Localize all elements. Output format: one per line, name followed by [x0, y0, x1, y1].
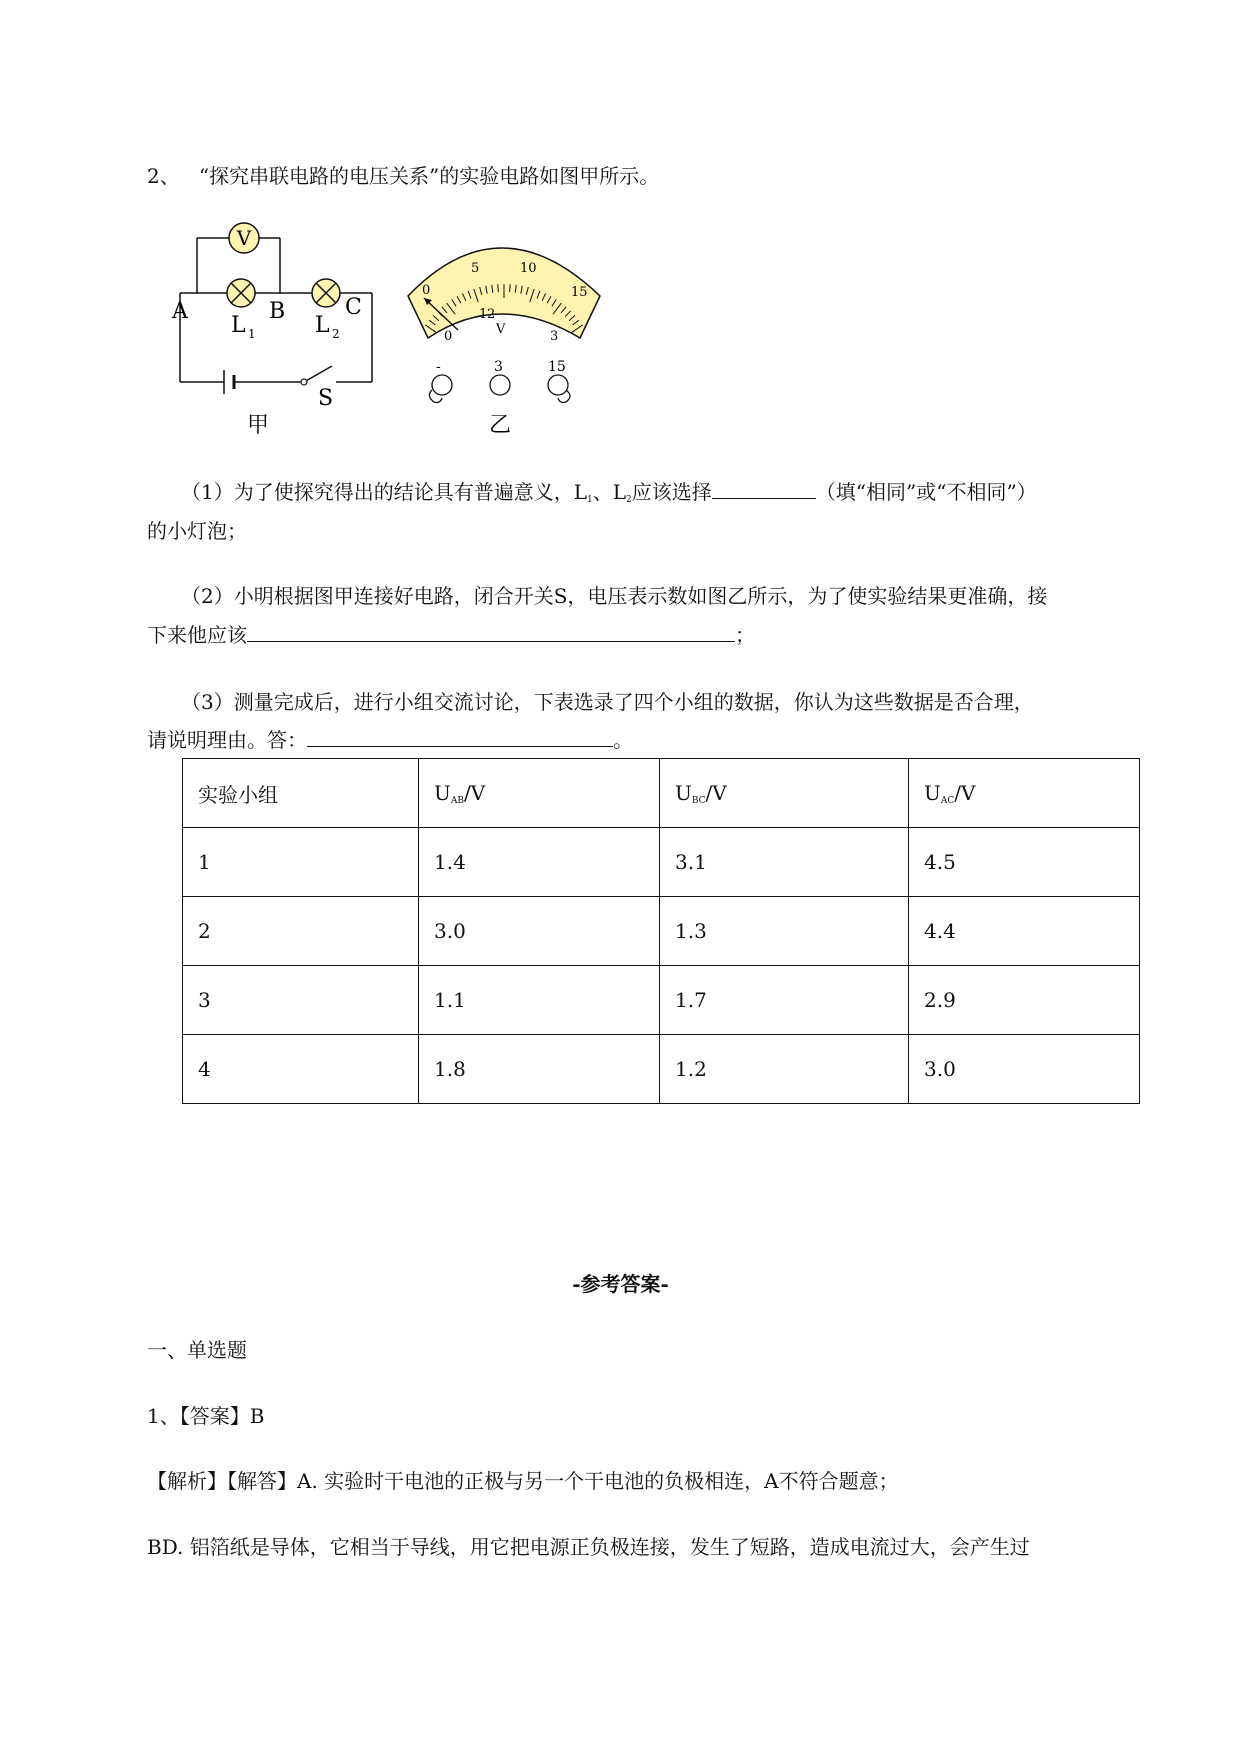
lower-scale-3: 3 [550, 329, 559, 344]
part3-line2 [147, 724, 633, 753]
table-row [183, 1035, 1140, 1104]
part3-answer-blank[interactable] [307, 728, 613, 747]
voltmeter-dial-yi [400, 230, 620, 440]
part1-prefix: （1）为了使探究得出的结论具有普遍意义，L [181, 480, 588, 504]
part2-answer-blank[interactable] [247, 623, 735, 642]
part2-line1: （2）小明根据图甲连接好电路，闭合开关S，电压表示数如图乙所示，为了使实验结果更准确，接 [181, 584, 1048, 608]
terminal-minus-label: - [436, 359, 441, 375]
circuit-diagram-jia [170, 210, 390, 440]
header-ubc: $U_{BC}/V$ [660, 759, 909, 828]
header-group: 实验小组 [183, 759, 419, 828]
table-cell: 1 [183, 828, 419, 897]
lamp-l1-icon [227, 279, 255, 307]
part3-prefix: 请说明理由。答： [147, 728, 307, 752]
lower-scale-2: 2 [487, 307, 496, 322]
lamp1-label: L [231, 313, 246, 338]
part1-hint: （填“相同”或“不相同”） [815, 480, 1037, 504]
question-stem [147, 160, 659, 189]
question-text: “探究串联电路的电压关系”的实验电路如图甲所示。 [198, 164, 660, 188]
part1-line1 [181, 476, 1037, 505]
point-c-label: C [345, 295, 362, 320]
lamp-l2-icon [312, 279, 340, 307]
point-b-label: B [269, 299, 286, 324]
question-number: 2、 [147, 164, 180, 188]
part1-sub2: 2 [626, 495, 632, 505]
lamp2-label: L [315, 313, 330, 338]
data-table [182, 758, 1140, 1104]
terminal-minus-icon [432, 375, 452, 395]
table-cell: 2 [183, 897, 419, 966]
figure-jia-caption: 甲 [246, 413, 270, 438]
upper-scale-10: 10 [520, 261, 537, 276]
upper-scale-5: 5 [471, 261, 480, 276]
table-row [183, 828, 1140, 897]
lower-scale-0: 0 [444, 329, 453, 344]
table-cell: 1.2 [660, 1035, 909, 1104]
table-cell: 3 [183, 966, 419, 1035]
upper-scale-15: 15 [571, 285, 588, 300]
part2-prefix: 下来他应该 [147, 623, 247, 647]
table-cell: 3.0 [909, 1035, 1140, 1104]
figure-yi-caption: 乙 [488, 413, 512, 438]
table-cell: 1.7 [660, 966, 909, 1035]
part1-sub1: 1 [587, 495, 593, 505]
table-cell: 1.1 [419, 966, 660, 1035]
table-cell: 1.3 [660, 897, 909, 966]
section-heading: 一、单选题 [147, 1338, 247, 1362]
header-uab: $U_{AB}/V$ [419, 759, 660, 828]
part1-line2: 的小灯泡； [147, 519, 247, 543]
table-cell: 1.4 [419, 828, 660, 897]
header-uac: $U_{AC}/V$ [909, 759, 1140, 828]
terminal-3-icon [490, 375, 510, 395]
answers-title: -参考答案- [572, 1272, 669, 1296]
dial-tick [498, 284, 499, 292]
answer-analysis: 【解析】【解答】A. 实验时干电池的正极与另一个干电池的负极相连，A不符合题意； [147, 1469, 899, 1493]
terminal-15-label: 15 [548, 359, 566, 375]
part1-after: 应该选择 [631, 480, 712, 504]
switch-icon [301, 379, 307, 385]
table-cell: 3.1 [660, 828, 909, 897]
part2-line2 [147, 619, 755, 648]
dial-tick [510, 284, 511, 292]
upper-scale-0: 0 [422, 283, 431, 298]
table-row [183, 966, 1140, 1035]
lower-scale-1: 1 [479, 307, 488, 322]
table-cell: 4 [183, 1035, 419, 1104]
terminal-3-label: 3 [494, 359, 503, 375]
part2-suffix: ； [735, 623, 755, 647]
part3-suffix: 。 [613, 728, 633, 752]
table-cell: 4.4 [909, 897, 1140, 966]
lamp1-subscript: 1 [248, 327, 256, 341]
terminal-15-icon [548, 375, 568, 395]
dial-unit: V [496, 322, 506, 337]
answer-bd: BD. 铝箔纸是导体，它相当于导线，用它把电源正负极连接，发生了短路，造成电流过大，会产生过 [147, 1535, 1030, 1559]
answer-q1: 1、【答案】B [147, 1404, 265, 1428]
part1-answer-blank[interactable] [712, 480, 816, 499]
part3-line1: （3）测量完成后，进行小组交流讨论，下表选录了四个小组的数据，你认为这些数据是否合理， [181, 690, 1034, 714]
table-cell: 4.5 [909, 828, 1140, 897]
table-cell: 1.8 [419, 1035, 660, 1104]
switch-label: S [318, 386, 334, 411]
lamp2-subscript: 2 [332, 327, 340, 341]
table-cell: 3.0 [419, 897, 660, 966]
table-cell: 2.9 [909, 966, 1140, 1035]
point-a-label: A [172, 299, 188, 324]
table-row [183, 897, 1140, 966]
part1-mid: 、L [592, 480, 627, 504]
table-header-row [183, 759, 1140, 828]
meter-label: V [236, 226, 252, 250]
